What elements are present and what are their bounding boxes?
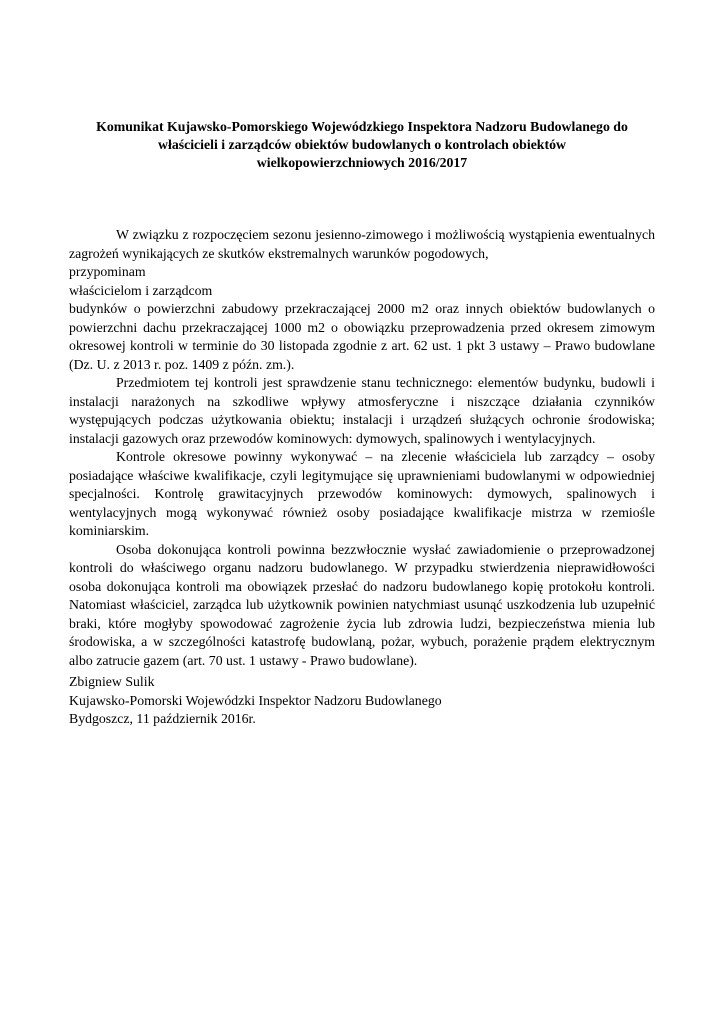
paragraph-scope: Przedmiotem tej kontroli jest sprawdzenie stanu technicznego: elementów budynku, budowli i instalacji narażonych na szkodliwe wpływy atmosferyczne i niszczące działania czynników występujących podczas użytkowania obiektu; instalacji i urządzeń służących ochronie środowiska; instalacji gazowych oraz przewodów kominowych: dymowych, spalinowych i wentylacyjnych.: [69, 375, 655, 446]
signature-block: [69, 673, 655, 729]
document-body: [69, 226, 655, 670]
paragraph-notification: Osoba dokonująca kontroli powinna bezzwłocznie wysłać zawiadomienie o przeprowadzonej kontroli do właściwego organu nadzoru budowlanego. W przypadku stwierdzenia nieprawidłowości osoba dokonująca kontroli ma obowiązek przesłać do nadzoru budowlanego kopię protokołu kontroli. Natomiast właściciel, zarządca lub użytkownik powinien natychmiast usunąć uszkodzenia lub uzupełnić braki, które mogłyby spowodować zagrożenie życia lub zdrowia ludzi, bezpieczeństwa mienia lub środowiska, a w szczególności katastrofę budowlaną, pożar, wybuch, porażenie prądem elektrycznym albo zatrucie gazem (art. 70 ust. 1 ustawy - Prawo budowlane).: [69, 541, 655, 668]
intro-addressees: właścicielom i zarządcom: [69, 282, 213, 298]
title-line-3: wielkopowierzchniowych 2016/2017: [256, 155, 468, 170]
signatory-position: Kujawsko-Pomorski Wojewódzki Inspektor Nadzoru Budowlanego: [69, 692, 442, 708]
title-line-2: właścicieli i zarządców obiektów budowlanych o kontrolach obiektów: [158, 137, 566, 152]
paragraph-inspectors: Kontrole okresowe powinny wykonywać – na zlecenie właściciela lub zarządcy – osoby posiadające właściwe kwalifikacje, czyli legitymujące się uprawnieniami budowlanymi w odpowiedniej specjalności. Kontrolę grawitacyjnych przewodów kominowych: dymowych, spalinowych i wentylacyjnych mogą wykonywać również osoby posiadające kwalifikacje mistrza w rzemiośle kominiarskim.: [69, 449, 655, 538]
intro-obligation: budynków o powierzchni zabudowy przekraczającej 2000 m2 oraz innych obiektów budowlanych o powierzchni dachu przekraczającej 1000 m2 o obowiązku przeprowadzenia przed okresem zimowym okresowej kontroli w terminie do 30 listopada zgodnie z art. 62 ust. 1 pkt 3 ustawy – Prawo budowlane (Dz. U. z 2013 r. poz. 1409 z późn. zm.).: [69, 301, 655, 372]
intro-paragraph: W związku z rozpoczęciem sezonu jesienno-zimowego i możliwością wystąpienia ewentualnych zagrożeń wynikających ze skutków ekstremalnych warunków pogodowych,: [69, 227, 655, 261]
signatory-name: Zbigniew Sulik: [69, 674, 155, 689]
document-title: [70, 118, 654, 172]
title-line-1: Komunikat Kujawsko-Pomorskiego Wojewódzkiego Inspektora Nadzoru Budowlanego do: [96, 119, 628, 134]
intro-reminder: przypominam: [69, 264, 146, 279]
place-and-date: Bydgoszcz, 11 październik 2016r.: [69, 711, 256, 726]
